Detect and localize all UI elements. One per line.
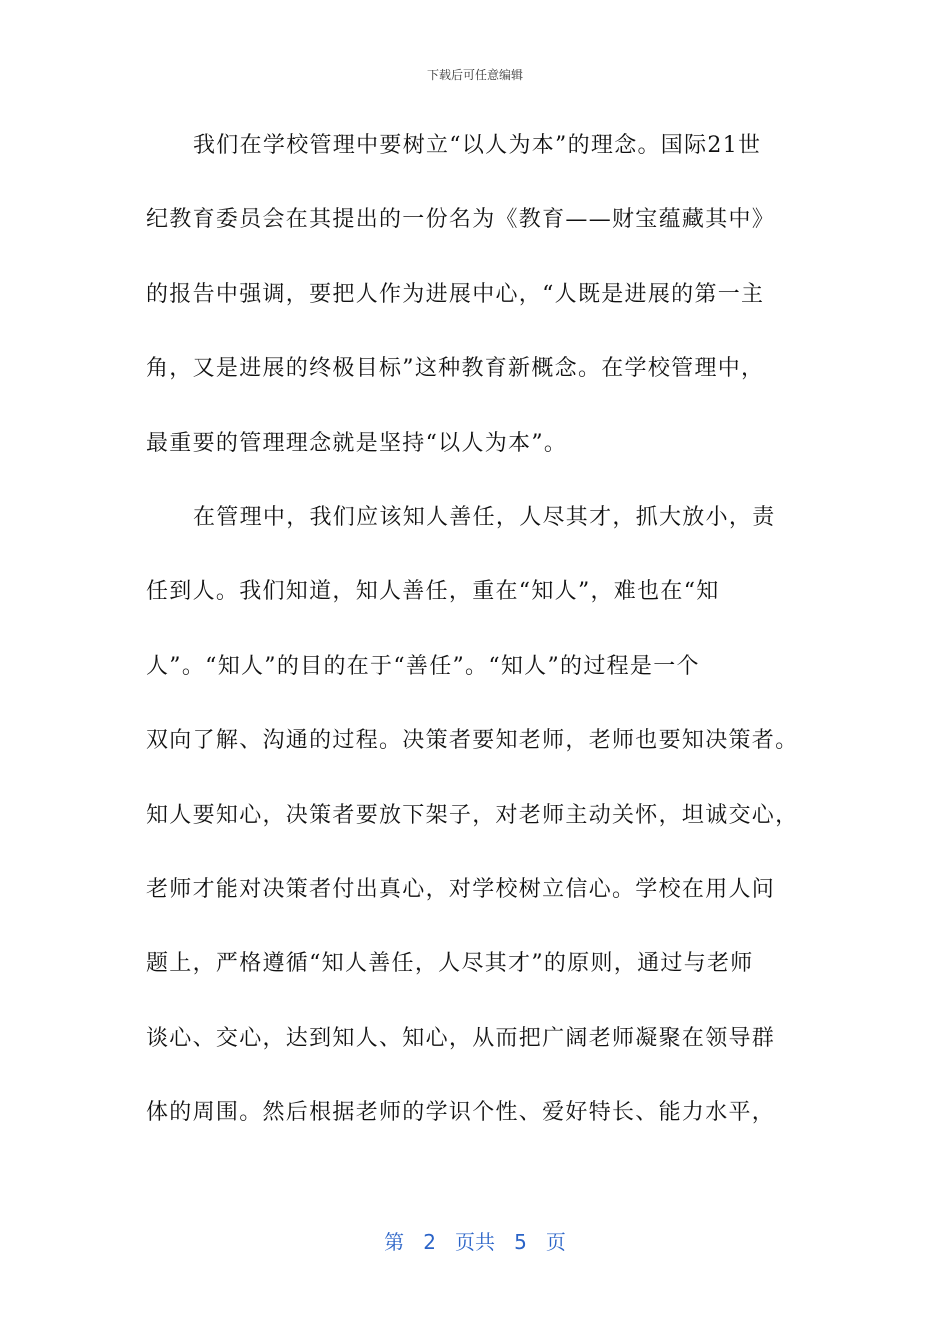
paragraph-1-line: 的报告中强调，要把人作为进展中心，“人既是进展的第一主 xyxy=(146,281,765,307)
document-body xyxy=(146,126,816,1167)
footer-middle: 页共 xyxy=(455,1230,495,1254)
page-footer xyxy=(0,1226,950,1255)
footer-suffix: 页 xyxy=(545,1230,566,1254)
current-page-number: 2 xyxy=(423,1230,436,1254)
paragraph-2-line: 体的周围。然后根据老师的学识个性、爱好特长、能力水平， xyxy=(146,1100,776,1126)
paragraph-2-line: 双向了解、沟通的过程。决策者要知老师，老师也要知决策者。 xyxy=(146,728,799,754)
total-page-number: 5 xyxy=(514,1230,527,1254)
paragraph-2-line: 谈心、交心，达到知人、知心，从而把广阔老师凝聚在领导群 xyxy=(146,1025,776,1051)
page-header: 下载后可任意编辑 xyxy=(426,68,523,82)
paragraph-1-line: 最重要的管理理念就是坚持“以人为本”。 xyxy=(146,430,568,456)
paragraph-1-line: 纪教育委员会在其提出的一份名为《教育——财宝蕴藏其中》 xyxy=(146,207,776,233)
paragraph-2-line: 人”。“知人”的目的在于“善任”。“知人”的过程是一个 xyxy=(146,653,700,679)
footer-prefix: 第 xyxy=(384,1230,405,1254)
paragraph-2-line: 老师才能对决策者付出真心，对学校树立信心。学校在用人问 xyxy=(146,876,776,902)
paragraph-2-line: 任到人。我们知道，知人善任，重在“知人”，难也在“知 xyxy=(146,579,720,605)
paragraph-1-line: 我们在学校管理中要树立“以人为本”的理念。国际21世 xyxy=(193,133,762,158)
paragraph-2-line: 知人要知心，决策者要放下架子，对老师主动关怀，坦诚交心， xyxy=(146,802,799,828)
paragraph-1-line: 角，又是进展的终极目标”这种教育新概念。在学校管理中， xyxy=(146,356,765,382)
paragraph-2-line: 在管理中，我们应该知人善任，人尽其才，抓大放小，责 xyxy=(193,504,776,530)
paragraph-2-line: 题上，严格遵循“知人善任，人尽其才”的原则，通过与老师 xyxy=(146,951,754,977)
